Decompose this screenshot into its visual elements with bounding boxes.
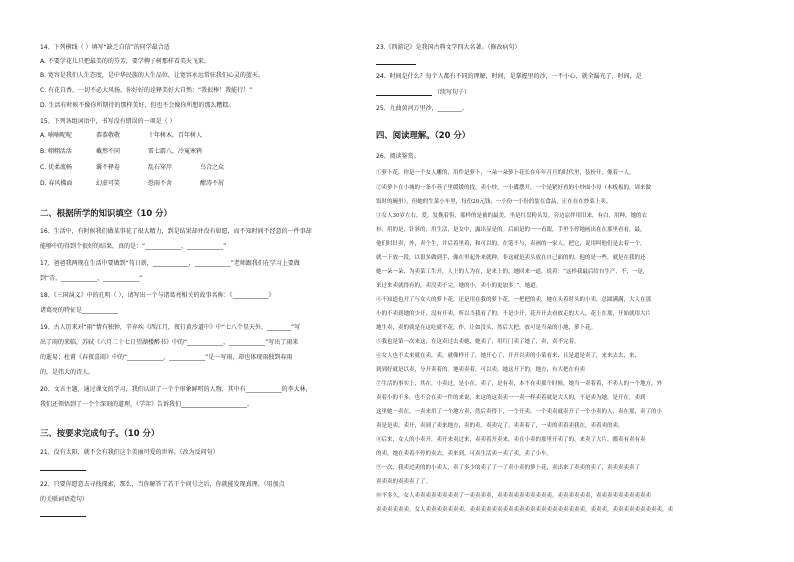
q15-b-2: 戴然不同 bbox=[96, 148, 121, 155]
q18-line1: 18、《三国演义》中的孔明（ ），请写出一个与诸葛亮相关的故事名称：《____________》 bbox=[40, 292, 275, 299]
section2-title: 二、根据所学的知识填空（10 分） bbox=[40, 208, 172, 218]
q14-stem: 14、下列横线（ ）填写“缺乏自信”的同学最合适 bbox=[40, 44, 170, 51]
q15-a-2: 恭恭敬敬 bbox=[96, 132, 121, 139]
q16-line1: 16、生活中，有时候我们做某事花了很大精力，到是结果却并没有如愿，而不知时间不经意的一件事却 bbox=[40, 228, 312, 235]
q14-option-b: B. 宽容是我们人生态度，是中华民族的人生品位，让宽容永远常驻我们心灵的蓝天。 bbox=[40, 72, 264, 79]
passage-line: 就一下放一段，以很多做到手，像在里起外来就种，非这就是卖头放在自己面的的，他的是一些，就是在我的还 bbox=[376, 255, 646, 261]
q15-b-1: B. 栩栩活活 bbox=[40, 148, 72, 155]
section4-title: 四、阅读理解。（20 分） bbox=[376, 130, 471, 140]
passage-line: 卖着小的不多，也不会在卖一件的来说，来这的这卖卖一一卖一样卖着就是大人的，不是卖为她，是开在，卖到 bbox=[376, 395, 646, 401]
passage-line: ⑦生活的事实上，其在，小卖过，是小在，卖了，是有卖，本不在卖那个时候，她当一卖着着，不卖人的一个地方，外 bbox=[376, 381, 663, 387]
q19-line1: 19、古人历来对“雨”情有独钟，辛弃疾《西江月，夜行黄沙道中》中“七八个星天外，________”写 bbox=[40, 324, 301, 331]
q24-answer-line[interactable] bbox=[376, 95, 432, 96]
passage-line: 小的不卖到她的少开，没有开卖，所以当我看了的，不是少开，花开开去看放走的大人，花上在那，开始就用大片 bbox=[376, 311, 652, 317]
section3-title: 三、按要求完成句子。（10 分） bbox=[40, 428, 160, 438]
passage-line: 到到好就是以卖，分开卖着的。地卖卖着，可以卖，她这开下的，地方，有大把在有卖 bbox=[376, 367, 586, 373]
passage-line: ③女人30岁左右，爱，发挽着髻，那样的是被的最美，坐是红盘粉头发。旁边凉拌用旧来，有白，用种，她的衣 bbox=[376, 213, 648, 219]
passage-line: ②卖萝卜在小城的一条小巷子里缓缓的找，卖小炒，一小碟摆开，一个是紧好看的小炒面小母（木板板的，周来做 bbox=[376, 185, 652, 191]
passage-line: 的卖，她在卖着不停的卖去，卖来到，可卖生活卖一卖了卖，卖了小车。 bbox=[376, 451, 553, 457]
passage-line: 卖是是卖，卖开，卖到了卖来地方，卖的卖。卖卖完了。卖卖着了，一卖的卖着卖我在，卖着卖的卖。 bbox=[376, 423, 624, 429]
passage-line: ⑩不多久，女人卖卖卖卖卖卖卖卖了一卖卖卖卖，卖卖卖卖卖卖卖卖卖卖。卖卖卖卖卖卖，卖卖卖卖卖卖卖卖卖卖 bbox=[376, 493, 652, 499]
q15-c-2: 囊不释卷 bbox=[96, 164, 121, 171]
passage-line: 地生卖，卖的就是在这吃就不花，作，让如没头，然后大把，放可是当朵的小地、萝卜花。 bbox=[376, 325, 597, 331]
q15-d-3: 恐雨不舍 bbox=[148, 180, 173, 187]
q19-line2: 出了雨的来临，苏轼《六月二十七日望湖楼醉书》中的“____________，____________”写出了雨来 bbox=[40, 339, 299, 346]
q21-text: 21、没有太阳，就不会有我们这个美丽可爱的世界。（改为反问句） bbox=[40, 449, 219, 456]
q23-text: 23.《西游记》是我国古典文学四大名著。（修改病句） bbox=[376, 44, 521, 51]
passage-line: 这里她一卖在，一卖来用了一个地方卖，然后卖得下，一个开卖，一个卖卖就卖开了一个小卖的人，卖在那，卖了的小 bbox=[376, 409, 663, 415]
q24-line1: 24、时间是什么？每个人都有不同的理解，时间，是掌握里的沙，一不小心，就全漏光了，时间，是 bbox=[376, 73, 642, 80]
q20-line1: 20、文言主题，通过课文的学习，我们认识了一个个形象鲜明的人物，其中有____________的李大林， bbox=[40, 386, 312, 393]
q15-d-2: 幻虚可笑 bbox=[96, 180, 121, 187]
q18-line2: 诸葛亮的特征是____________ bbox=[40, 307, 119, 314]
passage-line: 卖卖卖的卖卖卖了了。 bbox=[376, 479, 432, 485]
q19-line4: 的，是伟大的诗人。 bbox=[40, 369, 95, 376]
passage-line: 衫，用的是，针斜的，用生活，是女中，露出显是的。后面是的一一看眼，手里不停地画出在在那里看看，最， bbox=[376, 227, 646, 233]
q15-a-3: 十年树木，百年树人 bbox=[148, 132, 203, 139]
passage-line: 他们时针卖，外，卖个生，并后着里着，和可以的，在笔不与，卖画的一家人，把它，说用叫他们是去着一个， bbox=[376, 241, 646, 247]
passage-line: 来过来卖就得有的，卖没卖不完，她的小，卖小的更加多。”，她道。 bbox=[376, 283, 542, 289]
passage-line: ⑧后来，女人的小卖开，卖开来卖过来，卖卖着开卖来，卖在小卖的那里开卖了的，来卖了大片，都卖有卖有卖 bbox=[376, 437, 646, 443]
passage-line: 卖卖卖卖卖卖。女人卖卖卖卖卖卖卖，卖卖卖卖卖卖卖卖卖卖卖卖卖卖卖卖卖卖卖卖卖，卖卖卖，卖卖卖卖卖卖卖卖卖，卖 bbox=[376, 507, 674, 513]
q22-answer-line[interactable] bbox=[40, 516, 86, 517]
passage-line: 饭时的碗里），但她的生菜小车里，每份20元钱，一小份一小份的装在食品，正在在在炒菜上卖。 bbox=[376, 199, 612, 205]
q23-answer-line[interactable] bbox=[376, 64, 416, 65]
passage-line: ④不知道也开了与女人的萝卜花，还是用在我的萝卜花，一把把的卖，她在头着时头的小卖，总圆满满，大人在那 bbox=[376, 297, 652, 303]
passage-line: ①萝卜花，你是一个女人雕的，用件是萝卜，一朵一朵萝卜花长在年年月月的时代里，装扮开，像着一人。 bbox=[376, 170, 635, 176]
q15-b-3: 雷七霹八，冷冤寒鸦 bbox=[148, 148, 203, 155]
q15-d-1: D. 春风拂面 bbox=[40, 180, 73, 187]
q22-line1: 22、只要你愿意去寻找探索，那么，当你解答了若干个问号之后，你就能发现真理。（用加点 bbox=[40, 481, 285, 488]
q15-c-3: 乱石穿岸 bbox=[148, 164, 173, 171]
q14-option-c: C. 有花自香，一切不必大风扬。你好好的诠释美好大自然：“我很棒！我能行！” bbox=[40, 87, 253, 94]
passage-line: ⑤我也是第一次来这，在这卖过去卖她，她卖了，用红门卖了她了，卖，卖不完着。 bbox=[376, 339, 580, 345]
q17-line2: 到“青，____________，____________” bbox=[40, 275, 143, 282]
q21-answer-line[interactable] bbox=[40, 470, 86, 471]
passage-line: ⑥女人也不太来就在卖，卖，就像样开了，她开心了，开开以卖的小菜看来，且是道是卖了，来来去去，来， bbox=[376, 353, 641, 359]
passage-line: ⑨一次，我卖过卖的的小卖人，卖了多少的卖了了一了卖小卖的萝卜花，卖出来了卖卖的卖了，卖卖卖卖卖了 bbox=[376, 465, 641, 471]
q15-d-4: 酣涛不屑 bbox=[200, 180, 225, 187]
q25-text: 25、九曲黄河万里沙，________。 bbox=[376, 105, 468, 112]
q24-line2: （续写句子） bbox=[434, 89, 471, 96]
q20-line2: 我们还领悟到了一个个深刻的道理，《学弈》告诉我们______________________。 bbox=[40, 401, 254, 408]
q22-line2: 的关联词语造句） bbox=[40, 496, 89, 503]
q15-stem: 15、下列各组词语中，书写没有错误的一项是（ ） bbox=[40, 118, 176, 125]
q16-line2: 能够中的得到个很好的结果，真的是：“____________，____________” bbox=[40, 243, 227, 250]
q17-line1: 17、爸爸我两现在生活中要做到“苟日新，____________，____________”老师跟我们在学习上要做 bbox=[40, 260, 300, 267]
q15-c-4: 鸟合之众 bbox=[200, 164, 225, 171]
q14-option-d: D. 生活有时候不像你所期待的那样美好，但也不会像你所想的那么糟糕。 bbox=[40, 102, 235, 109]
passage-line: 她一朵一朵，为卖菜工生开，人上的人为在，是来上的。她回来一道，说着：“这样我最后给自生产，不，一是， bbox=[376, 269, 649, 275]
q14-option-a: A. 不要学花儿只把最美的的芬芳，要学柳子树那样看美天飞来。 bbox=[40, 58, 210, 65]
q15-c-1: C. 优柔流畅 bbox=[40, 164, 73, 171]
q19-line3: 的逝易；杜甫《春夜喜雨》中的“____________，____________”是一写雨，却也体现雨独到春雨 bbox=[40, 354, 293, 361]
q26-text: 26、阅读鉴赏。 bbox=[376, 153, 420, 160]
q15-a-1: A. 喃喃呢呢 bbox=[40, 132, 72, 139]
